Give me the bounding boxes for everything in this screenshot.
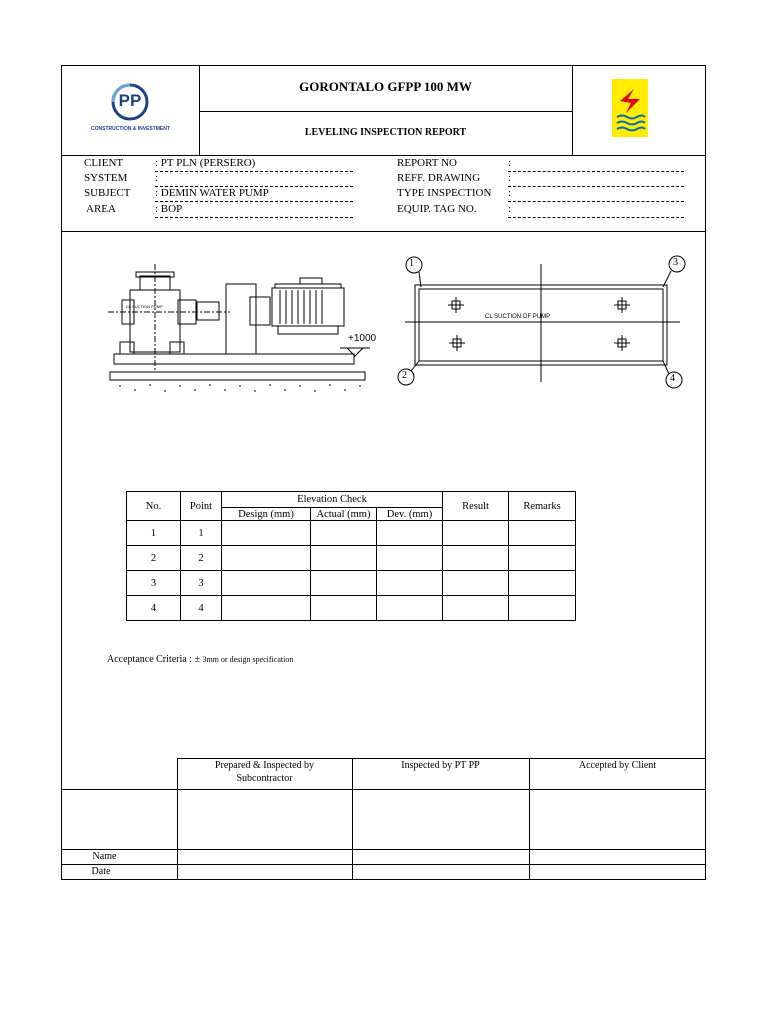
info-label-subject: SUBJECT — [84, 187, 131, 199]
table-row — [127, 546, 576, 571]
plan-point-4: 4 — [670, 373, 675, 384]
info-label-client: CLIENT — [84, 157, 124, 169]
pump-elevation-drawing — [100, 262, 380, 397]
company-tagline: CONSTRUCTION & INVESTMENT — [91, 126, 170, 132]
plan-label: CL SUCTION OF PUMP — [485, 314, 551, 320]
info-value-client: : PT PLN (PERSERO) — [155, 157, 256, 169]
header-dev: Dev. (mm) — [377, 508, 443, 521]
signature-name-line — [61, 864, 706, 865]
pp-logo-letters: PP — [118, 91, 142, 110]
date-label: Date — [91, 866, 111, 877]
elevation-marker: +1000 — [348, 333, 377, 344]
table-row — [127, 571, 576, 596]
signature-header-line — [61, 789, 706, 790]
signature-top-line — [177, 758, 706, 759]
dotted-line — [155, 201, 353, 202]
cell-no: 1 — [127, 521, 181, 546]
header-result: Result — [443, 492, 509, 521]
acceptance-criteria-value: 3mm or design specification — [202, 655, 294, 664]
acceptance-criteria — [107, 654, 293, 665]
info-value-type-inspection: : — [508, 187, 512, 199]
cell-design[interactable] — [222, 546, 311, 571]
plan-view-svg — [395, 252, 690, 397]
header-point: Point — [181, 492, 222, 521]
prepared-by-line2: Subcontractor — [236, 773, 293, 784]
pln-logo-icon — [612, 79, 648, 137]
dotted-line — [155, 171, 353, 172]
info-value-reff-drawing: : — [508, 172, 512, 184]
dotted-line — [155, 217, 353, 218]
info-value-equip-tag: : — [508, 203, 512, 215]
header-no: No. — [127, 492, 181, 521]
cell-result[interactable] — [443, 521, 509, 546]
info-value-area: : BOP — [155, 203, 183, 215]
cell-actual[interactable] — [311, 571, 377, 596]
prepared-by-label — [177, 760, 352, 784]
dotted-line — [508, 201, 684, 202]
signature-body-line — [61, 849, 706, 850]
accepted-by-label: Accepted by Client — [578, 760, 657, 771]
info-value-report-no: : — [508, 157, 512, 169]
cell-actual[interactable] — [311, 546, 377, 571]
dotted-line — [508, 171, 684, 172]
cell-dev[interactable] — [377, 596, 443, 621]
info-divider — [61, 231, 706, 232]
table-row — [127, 521, 576, 546]
cell-remarks[interactable] — [509, 521, 576, 546]
header-divider — [61, 155, 706, 156]
name-label: Name — [92, 851, 117, 862]
cell-remarks[interactable] — [509, 596, 576, 621]
cell-actual[interactable] — [311, 521, 377, 546]
info-label-area: AREA — [86, 203, 116, 215]
cell-remarks[interactable] — [509, 546, 576, 571]
acceptance-criteria-label: Acceptance Criteria : — [107, 654, 192, 665]
info-value-system: : — [155, 172, 159, 184]
header-actual: Actual (mm) — [311, 508, 377, 521]
cell-no: 3 — [127, 571, 181, 596]
cell-point: 1 — [181, 521, 222, 546]
cell-no: 2 — [127, 546, 181, 571]
header-remarks: Remarks — [509, 492, 576, 521]
dotted-line — [508, 217, 684, 218]
pln-logo — [612, 79, 648, 137]
pump-elevation-svg — [100, 262, 380, 397]
title-divider — [199, 111, 572, 112]
header-design: Design (mm) — [222, 508, 311, 521]
cell-result[interactable] — [443, 596, 509, 621]
inspected-by-label: Inspected by PT PP — [401, 760, 480, 771]
cell-dev[interactable] — [377, 521, 443, 546]
info-label-equip-tag: EQUIP. TAG NO. — [397, 203, 477, 215]
header-elevation-check: Elevation Check — [222, 492, 443, 508]
cell-point: 3 — [181, 571, 222, 596]
plan-view-drawing — [395, 252, 690, 397]
pp-logo — [62, 66, 199, 155]
cell-result[interactable] — [443, 571, 509, 596]
pump-label: CL SUCTION PUMP — [126, 304, 163, 309]
dotted-line — [508, 186, 684, 187]
cell-remarks[interactable] — [509, 571, 576, 596]
elevation-check-table — [126, 491, 576, 621]
cell-dev[interactable] — [377, 571, 443, 596]
plan-point-3: 3 — [673, 257, 678, 268]
dotted-line — [155, 186, 353, 187]
signature-col-line — [529, 758, 530, 880]
info-label-type-inspection: TYPE INSPECTION — [397, 187, 492, 199]
cell-design[interactable] — [222, 521, 311, 546]
info-value-subject: : DEMIN WATER PUMP — [155, 187, 269, 199]
info-label-system: SYSTEM — [84, 172, 128, 184]
plus-minus-symbol: ± — [194, 654, 200, 665]
cell-point: 2 — [181, 546, 222, 571]
signature-col-line — [352, 758, 353, 880]
info-label-report-no: REPORT NO — [397, 157, 457, 169]
plan-point-1: 1 — [409, 258, 414, 269]
pln-logo-divider — [572, 65, 573, 155]
cell-result[interactable] — [443, 546, 509, 571]
table-row — [127, 596, 576, 621]
report-title: LEVELING INSPECTION REPORT — [304, 127, 467, 138]
cell-no: 4 — [127, 596, 181, 621]
cell-design[interactable] — [222, 571, 311, 596]
prepared-by-line1: Prepared & Inspected by — [214, 760, 315, 771]
cell-dev[interactable] — [377, 546, 443, 571]
info-label-reff-drawing: REFF. DRAWING — [397, 172, 481, 184]
cell-design[interactable] — [222, 596, 311, 621]
cell-point: 4 — [181, 596, 222, 621]
cell-actual[interactable] — [311, 596, 377, 621]
plan-point-2: 2 — [402, 370, 407, 381]
project-title: GORONTALO GFPP 100 MW — [299, 79, 472, 94]
